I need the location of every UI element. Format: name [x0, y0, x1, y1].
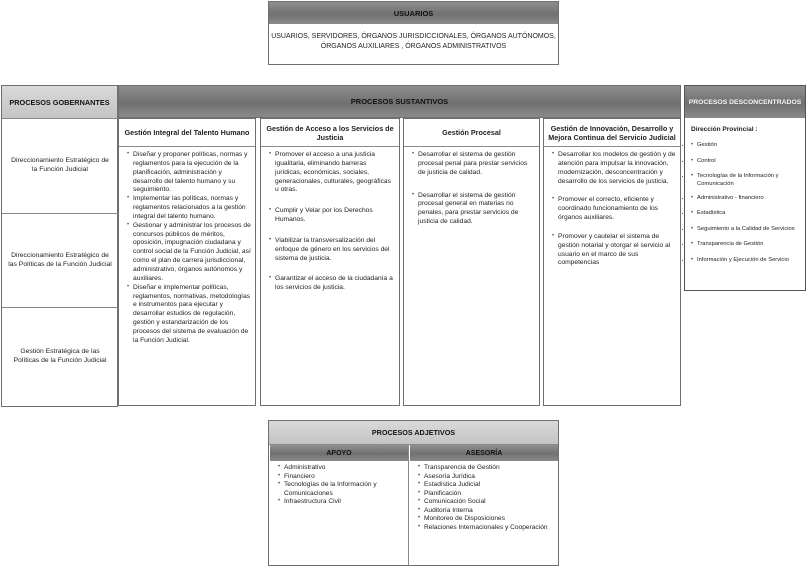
- asesoria-title: ASESORÍA: [410, 445, 558, 461]
- list-item: • Diseñar e implementar políticas, reglamentos, normativas, metodologías e instrumentos para ejecutar y desarrollar estudios de regulación, gestión y estandarización de los procesos del sistema de evaluación de la Función Judicial.: [127, 284, 251, 346]
- list-item: • Garantizar el acceso de la ciudadanía a los servicios de justicia.: [269, 275, 395, 293]
- apoyo-title: APOYO: [270, 445, 408, 461]
- list-item: • Financiero: [278, 473, 404, 482]
- desconcentrados-title: PROCESOS DESCONCENTRADOS: [685, 86, 805, 118]
- sustantivos-column-acceso-justicia: [260, 118, 400, 406]
- list-item: • Estadística Judicial: [418, 481, 554, 490]
- sustantivos-column-talento-humano: [118, 118, 256, 406]
- column-title: Gestión Integral del Talento Humano: [119, 119, 255, 147]
- gobernantes-item: Gestión Estratégica de las Políticas de la Función Judicial: [2, 307, 118, 406]
- procesos-gobernantes: [1, 85, 118, 407]
- sustantivos-column-gestion-procesal: [403, 118, 540, 406]
- list-item: • • Estadística: [691, 210, 801, 218]
- list-item: • Monitoreo de Disposiciones: [418, 515, 554, 524]
- procesos-desconcentrados: [684, 85, 806, 291]
- list-item: • Infraestructura Civil: [278, 498, 404, 507]
- list-item: • Diseñar y proponer políticas, normas y reglamentos para la ejecución de la planificación, administración y desarrollo del talento humano y su seguimiento.: [127, 151, 251, 195]
- usuarios-title: USUARIOS: [269, 2, 558, 24]
- adjetivos-apoyo: [270, 445, 409, 565]
- column-title: Gestión Procesal: [404, 119, 539, 147]
- gobernantes-title: PROCESOS GOBERNANTES: [2, 86, 117, 118]
- gobernantes-item: Direccionamiento Estratégico de las Políticas de la Función Judicial: [2, 213, 118, 307]
- list-item: • Comunicación Social: [418, 498, 554, 507]
- list-item: • • Información y Ejecución de Servicio: [691, 257, 801, 265]
- list-item: • Cumplir y Velar por los Derechos Humanos.: [269, 207, 395, 225]
- list-item: • Administrativo: [278, 464, 404, 473]
- list-item: • Transparencia de Gestión: [418, 464, 554, 473]
- list-item: • • Tecnologías de la Información y Comunicación: [691, 173, 801, 188]
- list-item: • Auditoría Interna: [418, 507, 554, 516]
- column-title: Gestión de Innovación, Desarrollo y Mejora Continua del Servicio Judicial: [544, 119, 680, 147]
- list-item: • Gestionar y administrar los procesos de concursos públicos de méritos, oposición, impugnación ciudadana y control social de la Función Judicial, así como el plan de carrera jurisdiccional, administrativo, órganos autónomos y auxiliares.: [127, 222, 251, 284]
- adjetivos-title: PROCESOS ADJETIVOS: [269, 421, 558, 445]
- list-item: • Desarrollar los modelos de gestión y de atención para impulsar la innovación, modernización, desconcentración y desarrollo de los servicios de justicia.: [552, 151, 676, 186]
- list-item: • Tecnologías de la Información y Comunicaciones: [278, 481, 404, 498]
- list-item: • Asesoría Jurídica: [418, 473, 554, 482]
- desconcentrados-subtitle: Dirección Provincial :: [691, 126, 758, 133]
- list-item: • Promover el correcto, eficiente y coordinado funcionamiento de los órganos auxiliares.: [552, 196, 676, 223]
- list-item: • Planificación: [418, 490, 554, 499]
- procesos-adjetivos: [268, 420, 559, 566]
- list-item: • • Transparencia de Gestión: [691, 241, 801, 249]
- list-item: • • Seguimiento a la Calidad de Servicios: [691, 226, 801, 234]
- adjetivos-asesoria: [410, 445, 558, 565]
- usuarios-description: [269, 32, 558, 52]
- column-title: Gestión de Acceso a los Servicios de Justicia: [261, 119, 399, 147]
- list-item: • Relaciones Internacionales y Cooperación: [418, 524, 554, 533]
- sustantivos-column-innovacion: [543, 118, 681, 406]
- usuarios-line-2: ÓRGANOS AUXILIARES , ÓRGANOS ADMINISTRATIVOS: [320, 42, 507, 50]
- usuarios-line-1: USUARIOS, SERVIDORES, ÓRGANOS JURISDICCIONALES, ÓRGANOS AUTÓNOMOS,: [271, 33, 556, 40]
- list-item: • • Administrativo - financiero: [691, 195, 801, 203]
- list-item: • Promover y cautelar el sistema de gestión notarial y otorgar el servicio al usuario en el marco de sus competencias: [552, 233, 676, 268]
- list-item: • Promover el acceso a una justicia igualitaria, eliminando barreras jurídicas, económicas, sociales, generacionales, culturales, geográficas u otras.: [269, 151, 395, 195]
- list-item: • Desarrollar el sistema de gestión procesal general en materias no penales, para prestar servicios de justicia de calidad.: [412, 192, 535, 227]
- list-item: • • Control: [691, 158, 801, 166]
- list-item: • Desarrollar el sistema de gestión procesal penal para prestar servicios de justicia de calidad.: [412, 151, 535, 178]
- list-item: • Viabilizar la transversalización del enfoque de género en los servicios del sistema de justicia.: [269, 237, 395, 264]
- list-item: • • Gestión: [691, 142, 801, 150]
- sustantivos-title: PROCESOS SUSTANTIVOS: [118, 85, 681, 118]
- usuarios-box: [268, 1, 559, 65]
- list-item: • Implementar las políticas, normas y reglamentos relacionados a la gestión integral del talento humano.: [127, 195, 251, 222]
- gobernantes-item: Direccionamiento Estratégico de la Función Judicial: [2, 118, 118, 213]
